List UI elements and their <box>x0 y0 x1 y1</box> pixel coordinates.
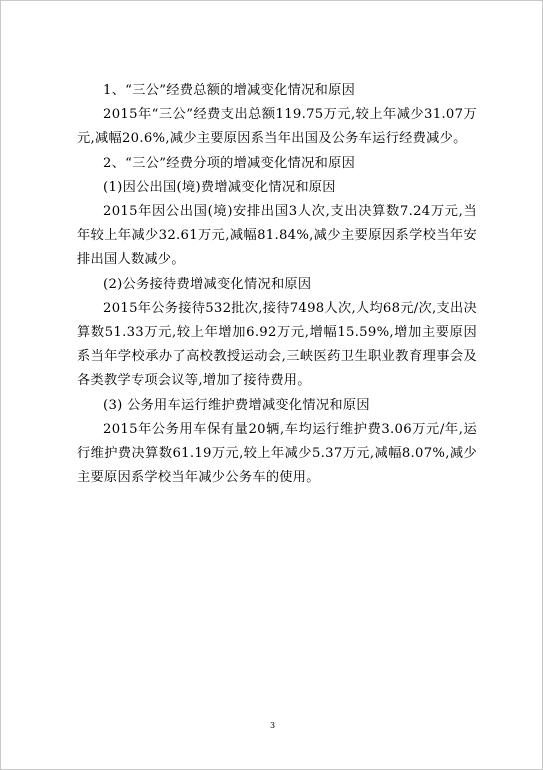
sub-heading-overseas: (1)因公出国(境)费增减变化情况和原因 <box>103 179 336 195</box>
page-number: 3 <box>269 721 276 730</box>
section-heading-1: 1、“三公”经费总额的增减变化情况和原因 <box>103 83 356 98</box>
sub-heading-reception: (2)公务接待费增减变化情况和原因 <box>103 276 312 292</box>
sub-heading-vehicle: (3) 公务用车运行维护费增减变化情况和原因 <box>103 397 370 413</box>
document-body <box>77 79 477 490</box>
paragraph-vehicle: 2015年公务用车保有量20辆,车均运行维护费3.06万元/年,运行维护费决算数61.19万元,较上年减少5.37万元,减幅8.07%,减少主要原因系学校当年减少公务车的使用。 <box>77 421 477 486</box>
paragraph-reception: 2015年公务接待532批次,接待7498人次,人均68元/次,支出决算数51.33万元,较上年增加6.92万元,增幅15.59%,增加主要原因系当年学校承办了高校教授运动会,三峡医药卫生职业教育理事会及各类教学专项会议等,增加了接待费用。 <box>77 300 477 389</box>
paragraph-overseas: 2015年因公出国(境)安排出国3人次,支出决算数7.24万元,当年较上年减少32.61万元,减幅81.84%,减少主要原因系学校当年安排出国人数减少。 <box>77 204 477 268</box>
section-heading-2: 2、“三公”经费分项的增减变化情况和原因 <box>103 155 356 171</box>
paragraph-total-expense: 2015年“三公”经费支出总额119.75万元,较上年减少31.07万元,减幅20.6%,减少主要原因系当年出国及公务车运行经费减少。 <box>77 107 477 147</box>
